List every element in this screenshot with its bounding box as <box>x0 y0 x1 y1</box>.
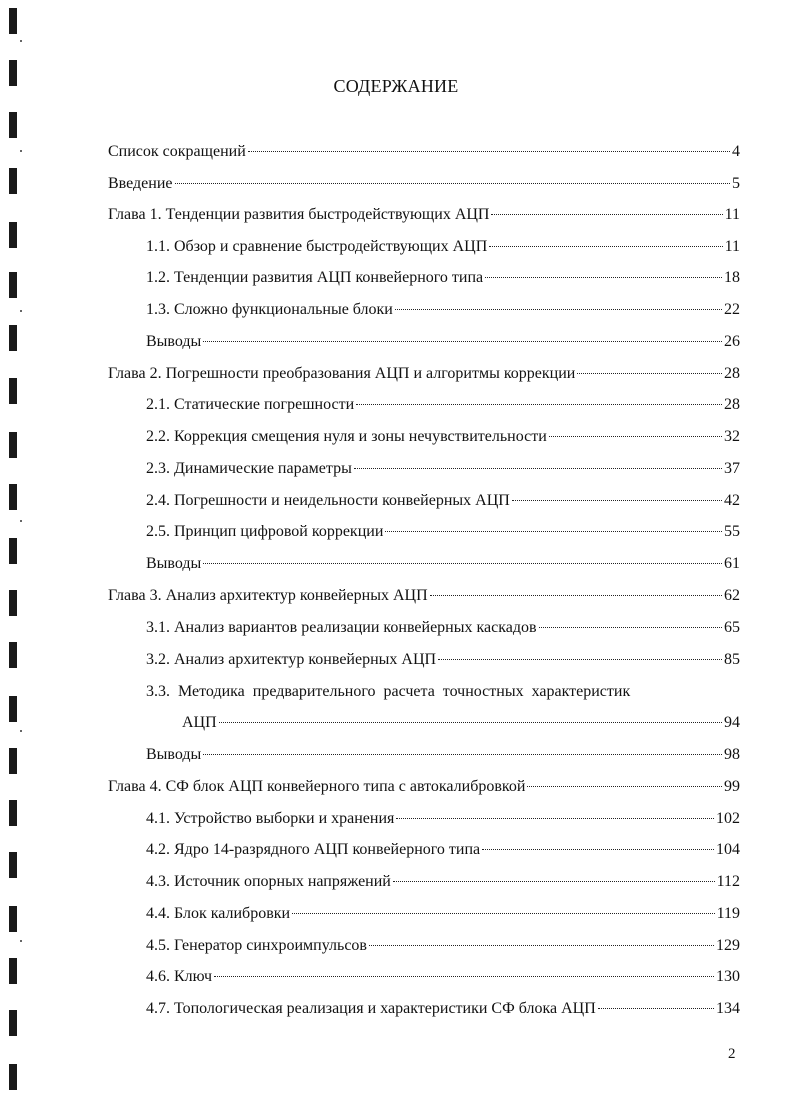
toc-entry-page: 32 <box>724 428 740 445</box>
toc-entry-label: АЦП <box>182 714 217 731</box>
toc-entry-page: 102 <box>716 810 740 827</box>
leader-dots <box>549 436 722 437</box>
toc-entry-label: 2.3. Динамические параметры <box>146 460 352 477</box>
toc-entry-label: Выводы <box>146 746 202 763</box>
leader-dots <box>248 151 730 152</box>
toc-entry-page: 98 <box>724 746 740 763</box>
leader-dots <box>430 595 722 596</box>
toc-entry-label: 4.1. Устройство выборки и хранения <box>146 810 395 827</box>
leader-dots <box>485 277 722 278</box>
toc-entry[interactable] <box>108 364 740 384</box>
toc-entry-label: Список сокращений <box>108 143 246 160</box>
toc-entry-page: 130 <box>716 968 740 985</box>
toc-entry-page: 28 <box>724 396 740 413</box>
toc-entry[interactable] <box>146 809 740 829</box>
toc-entry-page: 85 <box>724 651 740 668</box>
toc-entry[interactable] <box>182 713 740 733</box>
leader-dots <box>393 881 715 882</box>
toc-entry-label: 4.2. Ядро 14-разрядного АЦП конвейерного типа <box>146 841 481 858</box>
toc-entry[interactable] <box>146 554 740 574</box>
page-number: 2 <box>728 1046 736 1062</box>
toc-entry[interactable] <box>146 999 740 1019</box>
toc-entry-label: Глава 1. Тенденции развития быстродействующих АЦП <box>108 206 490 223</box>
toc-entry-page: 112 <box>716 873 740 890</box>
toc-entry[interactable] <box>146 237 740 257</box>
toc-entry-label-line1[interactable]: 3.3. Методика предварительного расчета точностных характеристик <box>146 683 631 700</box>
toc-entry[interactable] <box>146 395 740 415</box>
toc-entry-page: 22 <box>724 301 740 318</box>
toc-entry[interactable] <box>146 459 740 479</box>
leader-dots <box>385 531 722 532</box>
toc-entry-page: 99 <box>724 778 740 795</box>
toc-entry[interactable] <box>146 904 740 924</box>
leader-dots <box>369 945 714 946</box>
leader-dots <box>175 183 731 184</box>
toc-entry-page: 119 <box>716 905 740 922</box>
toc-entry-page: 42 <box>724 492 740 509</box>
toc-entry-label: 2.2. Коррекция смещения нуля и зоны нечувствительности <box>146 428 547 445</box>
leader-dots <box>482 849 714 850</box>
leader-dots <box>203 341 722 342</box>
toc-entry-page: 4 <box>732 143 740 160</box>
toc-entry-label: 1.1. Обзор и сравнение быстродействующих АЦП <box>146 238 488 255</box>
leader-dots <box>489 246 722 247</box>
toc-entry[interactable] <box>146 872 740 892</box>
page-title: СОДЕРЖАНИЕ <box>333 76 459 96</box>
leader-dots <box>512 500 722 501</box>
toc-entry-page: 26 <box>724 333 740 350</box>
leader-dots <box>203 563 722 564</box>
toc-entry-label: 4.5. Генератор синхроимпульсов <box>146 937 367 954</box>
toc-entry-label: Выводы <box>146 333 202 350</box>
toc-entry[interactable] <box>146 427 740 447</box>
leader-dots <box>292 913 715 914</box>
toc-entry-page: 55 <box>724 523 740 540</box>
leader-dots <box>577 373 722 374</box>
leader-dots <box>438 659 722 660</box>
toc-entry-label: Введение <box>108 175 173 192</box>
toc-entry-page: 129 <box>716 937 740 954</box>
toc-entry-label: 4.6. Ключ <box>146 968 213 985</box>
toc-entry-label: Глава 2. Погрешности преобразования АЦП и алгоритмы коррекции <box>108 365 576 382</box>
toc-entry-page: 18 <box>724 269 740 286</box>
toc-entry[interactable] <box>146 745 740 765</box>
toc-entry-label: 3.2. Анализ архитектур конвейерных АЦП <box>146 651 437 668</box>
toc-entry-label: 2.1. Статические погрешности <box>146 396 355 413</box>
toc-entry[interactable] <box>108 142 740 162</box>
toc-entry-label: 4.4. Блок калибровки <box>146 905 291 922</box>
leader-dots <box>527 786 722 787</box>
toc-entry-page: 11 <box>724 238 740 255</box>
toc-entry-label: 3.1. Анализ вариантов реализации конвейерных каскадов <box>146 619 537 636</box>
toc-entry-page: 61 <box>724 555 740 572</box>
toc-entry-page: 5 <box>732 175 740 192</box>
toc-entry[interactable] <box>108 174 740 194</box>
toc-entry-page: 94 <box>724 714 740 731</box>
toc-entry[interactable] <box>146 936 740 956</box>
toc-entry-label: 4.3. Источник опорных напряжений <box>146 873 391 890</box>
leader-dots <box>539 627 722 628</box>
toc-entry-page: 28 <box>724 365 740 382</box>
leader-dots <box>396 818 714 819</box>
toc-entry-label: Глава 3. Анализ архитектур конвейерных АЦП <box>108 587 428 604</box>
toc-entry-page: 37 <box>724 460 740 477</box>
toc-entry-label: 2.5. Принцип цифровой коррекции <box>146 523 384 540</box>
leader-dots <box>491 214 722 215</box>
leader-dots <box>395 309 722 310</box>
toc-entry-label: 4.7. Топологическая реализация и характеристики СФ блока АЦП <box>146 1000 596 1017</box>
leader-dots <box>214 976 714 977</box>
leader-dots <box>354 468 722 469</box>
toc-entry[interactable] <box>108 205 740 225</box>
toc-entry[interactable] <box>146 268 740 288</box>
toc-entry[interactable] <box>146 967 740 987</box>
toc-entry-page: 62 <box>724 587 740 604</box>
toc-entry[interactable] <box>146 332 740 352</box>
toc-entry-page: 65 <box>724 619 740 636</box>
toc-entry[interactable] <box>146 650 740 670</box>
toc-entry[interactable] <box>146 522 740 542</box>
leader-dots <box>219 722 722 723</box>
toc-entry-label: 1.3. Сложно функциональные блоки <box>146 301 393 318</box>
toc-entry-label: Выводы <box>146 555 202 572</box>
toc-entry-label: 2.4. Погрешности и неидельности конвейерных АЦП <box>146 492 510 509</box>
toc-entry[interactable] <box>146 618 740 638</box>
toc-entry[interactable] <box>146 840 740 860</box>
toc-entry-page: 104 <box>716 841 740 858</box>
leader-dots <box>598 1008 714 1009</box>
toc-entry[interactable] <box>108 777 740 797</box>
toc-entry[interactable] <box>108 586 740 606</box>
toc-entry[interactable] <box>146 300 740 320</box>
toc-entry[interactable] <box>146 491 740 511</box>
toc-entry-page: 134 <box>716 1000 740 1017</box>
toc-entry-label: Глава 4. СФ блок АЦП конвейерного типа с автокалибровкой <box>108 778 526 795</box>
toc-entry-label: 1.2. Тенденции развития АЦП конвейерного типа <box>146 269 484 286</box>
toc-entry-page: 11 <box>724 206 740 223</box>
leader-dots <box>356 404 722 405</box>
leader-dots <box>203 754 722 755</box>
